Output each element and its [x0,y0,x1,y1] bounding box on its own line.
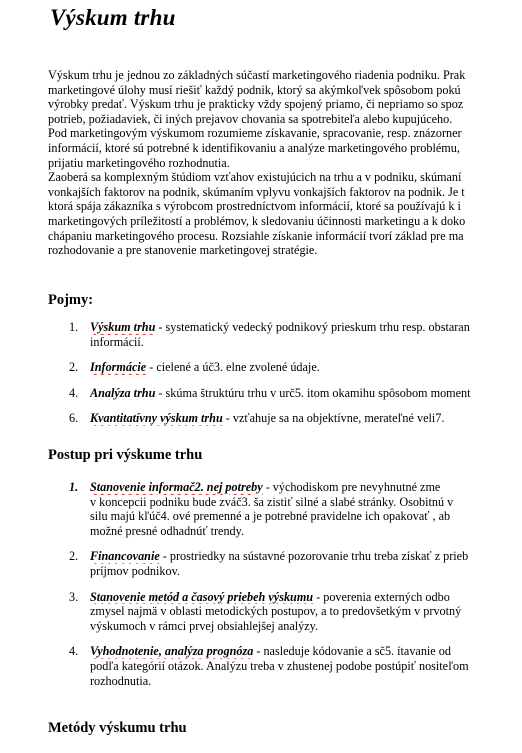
paragraph-line: chápaniu marketingového procesu. Rozsiahle získanie informácií tvorí základ pre ma [48,228,464,243]
list-item [48,480,522,538]
list-item-text: silu majú kľúč4. ové premenné a je potrebné pravidelne ich opakovať , ab [90,509,451,524]
list-item-text: výskumoch v rámci prvej obsiahlejšej analýzy. [90,618,318,633]
list-item-text: - cielené a úč3. elne zvolené údaje. [146,360,320,375]
list-item-term: Informácie [90,360,147,375]
paragraph-line: Výskum trhu je jednou zo základných súčastí marketingového riadenia podniku. Prak [48,68,466,82]
list-item-number: 3. [69,589,79,604]
list-item-line [90,564,522,579]
metody-heading: Metódy výskumu trhu [48,720,187,736]
list-item-text: možné presné odhadnúť trendy. [90,523,245,538]
list-item-text: v koncepcii podniku bude zváč3. ša zistiť silné a slabé stránky. Osobitnú v [90,494,454,509]
intro-paragraphs [48,68,522,258]
list-item-text: - systematický vedecký podnikový prieskum trhu resp. obstaran [155,320,470,334]
list-item-line [90,644,522,659]
list-item [48,320,522,349]
paragraph-line: Zaoberá sa komplexným štúdiom vzťahov existujúcich na trhu a v podniku, skúmaní [48,170,462,185]
list-item-line [90,524,522,539]
list-item [48,590,522,634]
list-item-line [90,495,522,510]
list-item [48,411,522,426]
list-item-line [90,480,522,495]
list-item [48,549,522,578]
list-item [48,386,522,401]
list-item-number: 6. [69,411,79,426]
list-item-number: 4. [69,385,79,400]
list-item-term: Stanovenie metód a časový priebeh výskumu [90,589,314,604]
postup-heading: Postup pri výskume trhu [48,447,203,463]
list-item-text: - skúma štruktúru trhu v urč5. itom okamihu spôsobom moment [155,385,471,400]
list-item-term: Vyhodnotenie, analýza prognóza [90,644,254,659]
page-title: Výskum trhu [50,5,176,30]
list-item-text: informácií. [90,334,144,349]
list-item-line [90,360,522,375]
list-item-term: Výskum trhu [90,320,156,334]
list-item-number: 2. [69,360,79,375]
list-item-line [90,604,522,619]
paragraph-line: výrobky predať. Výskum trhu je prakticky vždy spojený priamo, či nepriamo so spoz [48,97,464,112]
list-item-text: - východiskom pre nevyhnutné zme [262,480,441,494]
list-item-term: Stanovenie informač2. nej potreby [90,480,263,494]
list-item-line [90,320,522,335]
list-item-number: 1. [69,480,79,494]
list-item-term: Kvantitatívny výskum trhu [90,411,223,426]
paragraph-line: marketingové úlohy musí riešiť každý podnik, ktorý sa akýmkoľvek spôsobom pokú [48,82,461,97]
list-item-line [90,335,522,350]
paragraph-line: ktorá spája zákazníka s výrobcom prostredníctvom informácií, ktoré sa používajú k i [48,199,461,214]
list-item-term: Financovanie [90,549,160,564]
paragraph-line: vonkajších faktorov na podnik, skúmaním vplyvu vonkajších faktorov na podnik. Je t [48,184,465,199]
list-item-text: príjmov podnikov. [90,563,180,578]
list-item [48,360,522,375]
list-item-line [90,619,522,634]
list-item-number: 4. [69,644,79,659]
list-item-text: - nasleduje kódovanie a sč5. ítavanie od [253,644,451,659]
list-item-text: podľa kategórií otázok. Analýzu treba v zhustenej podobe postúpiť nositeľom [90,658,469,673]
list-item-line [90,674,522,689]
list-item-number: 1. [69,320,79,334]
paragraph-line: marketingových príležitostí a problémov, k sledovaniu účinnosti marketingu a k doko [48,213,466,228]
list-item-line [90,659,522,674]
paragraph-line: informácií, ktoré sú potrebné k identifikovaniu a analýze marketingového problému, [48,140,460,155]
paragraph-line: prijatiu marketingového rozhodnutia. [48,155,230,170]
list-item-text: - prostriedky na sústavné pozorovanie trhu treba získať z prieb [159,549,469,564]
paragraph-line: potrieb, požiadaviek, či iných prejavov chovania sa spotrebiteľa alebo kupujúceho. [48,111,453,126]
list-item-line [90,411,522,426]
postup-list [48,480,522,699]
pojmy-heading: Pojmy: [48,292,94,308]
list-item-line [90,549,522,564]
list-item-term: Analýza trhu [90,385,156,400]
list-item-line [90,509,522,524]
list-item-number: 2. [69,549,79,564]
list-item-text: - vzťahuje sa na objektívne, merateľné veli7. [222,411,445,426]
list-item-text: zmysel najmä v oblasti metodických postupov, a to predovšetkým v prvotný [90,604,462,619]
paragraph-line: rozhodovanie a pre stanovenie marketingovej stratégie. [48,243,318,258]
list-item-line [90,590,522,605]
list-item [48,644,522,688]
list-item-text: rozhodnutia. [90,673,152,688]
pojmy-list [48,320,522,437]
list-item-line [90,386,522,401]
list-item-text: - poverenia externých odbo [313,589,450,604]
paragraph-line: Pod marketingovým výskumom rozumieme získavanie, spracovanie, resp. znázorner [48,126,462,141]
